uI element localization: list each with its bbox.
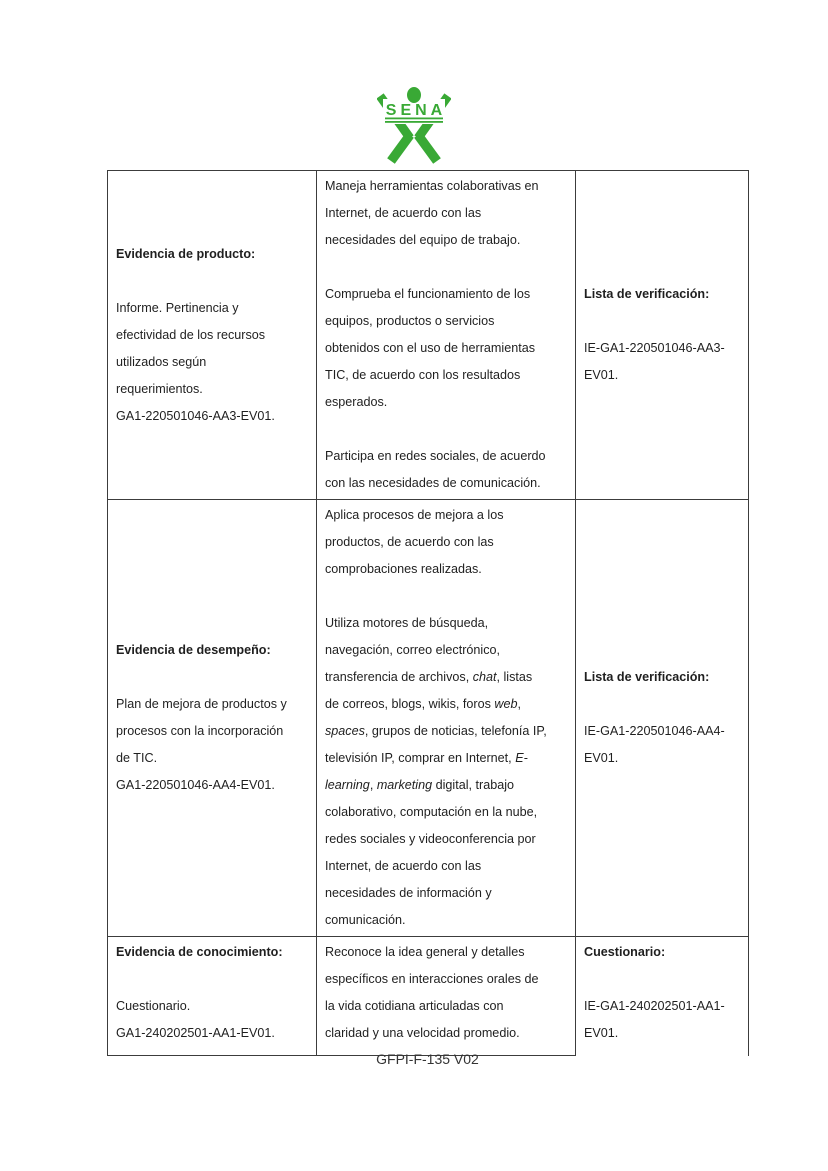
text-line: Evidencia de producto: [116,246,256,261]
text-line: productos, de acuerdo con las [325,535,494,549]
text-line: Lista de verificación: [584,287,710,301]
text-line: Internet, de acuerdo con las [325,859,482,873]
text-line: Comprueba el funcionamiento de los [325,287,531,301]
sena-logo-graphic [377,86,451,166]
text-line: efectividad de los recursos [116,327,266,342]
text-line: procesos con la incorporación [116,724,284,738]
cell-criterios-producto [317,171,576,500]
text-line: learning, marketing digital, trabajo [325,778,515,792]
text-line [325,416,567,443]
text-line [584,966,740,993]
text-line [116,966,308,993]
text-line: necesidades del equipo de trabajo. [325,233,521,247]
text-line [584,308,740,335]
text-line: con las necesidades de comunicación. [325,476,541,490]
cell-evidencia-producto [108,171,317,500]
text-line: la vida cotidiana articuladas con [325,999,504,1013]
text-line [116,268,308,295]
evidence-table [107,170,749,1056]
text-line: equipos, productos o servicios [325,314,495,328]
text-line: Participa en redes sociales, de acuerdo [325,449,546,463]
text-line: navegación, correo electrónico, [325,643,501,657]
text-line: Utiliza motores de búsqueda, [325,616,489,630]
text-line [325,583,567,610]
footer-code: GFPI-F-135 V02 [376,1051,479,1067]
text-line: comprobaciones realizadas. [325,562,482,576]
text-line: Aplica procesos de mejora a los [325,508,504,522]
table-row [108,171,749,500]
text-line: claridad y una velocidad promedio. [325,1026,520,1040]
text-line: Evidencia de conocimiento: [116,945,283,959]
logo-head-dot [407,87,421,103]
text-line: esperados. [325,395,388,409]
text-line: Internet, de acuerdo con las [325,206,482,220]
logo-right-leg [418,135,437,161]
text-line: necesidades de información y [325,886,492,900]
logo-wordmark: SENA [385,102,447,119]
cell-criterios-conocimiento [317,937,576,1056]
text-line: específicos en interacciones orales de [325,972,539,986]
cell-lista-verificacion-aa3 [576,171,749,500]
text-line [116,664,308,691]
cell-evidencia-conocimiento [108,937,317,1056]
cell-cuestionario [576,937,749,1056]
text-line: Plan de mejora de productos y [116,697,287,711]
text-line: EV01. [584,751,619,765]
text-line: Evidencia de desempeño: [116,643,271,657]
logo-left-leg [391,135,410,161]
text-line: spaces, grupos de noticias, telefonía IP, [325,724,547,738]
text-line: EV01. [584,368,619,382]
text-line: obtenidos con el uso de herramientas [325,341,536,355]
sena-logo [0,86,828,166]
text-line: televisión IP, comprar en Internet, E- [325,751,528,765]
text-line: redes sociales y videoconferencia por [325,832,536,846]
text-line: TIC, de acuerdo con los resultados [325,368,521,382]
text-line: Maneja herramientas colaborativas en [325,179,539,193]
text-line: GA1-240202501-AA1-EV01. [116,1026,275,1040]
text-line: IE-GA1-220501046-AA3- [584,341,725,355]
text-line: comunicación. [325,913,406,927]
table-row [108,937,749,1056]
text-line: transferencia de archivos, chat, listas [325,670,533,684]
text-line: Lista de verificación: [584,670,710,684]
cell-lista-verificacion-aa4 [576,500,749,937]
cell-criterios-desempeno [317,500,576,937]
text-line: IE-GA1-220501046-AA4- [584,724,725,738]
text-line: de correos, blogs, wikis, foros web, [325,697,521,711]
text-line: Cuestionario: [584,945,666,959]
cell-evidencia-desempeno [108,500,317,937]
text-line: IE-GA1-240202501-AA1- [584,999,725,1013]
table-row [108,500,749,937]
text-line: requerimientos. [116,381,203,396]
text-line: EV01. [584,1026,619,1040]
text-line: Cuestionario. [116,999,191,1013]
text-line: de TIC. [116,751,158,765]
text-line: utilizados según [116,354,207,369]
text-line: GA1-220501046-AA3-EV01. [116,408,275,423]
text-line [584,691,740,718]
text-line [325,254,567,281]
text-line: colaborativo, computación en la nube, [325,805,538,819]
text-line: Reconoce la idea general y detalles [325,945,525,959]
text-line: Informe. Pertinencia y [116,300,239,315]
text-line: GA1-220501046-AA4-EV01. [116,778,275,792]
